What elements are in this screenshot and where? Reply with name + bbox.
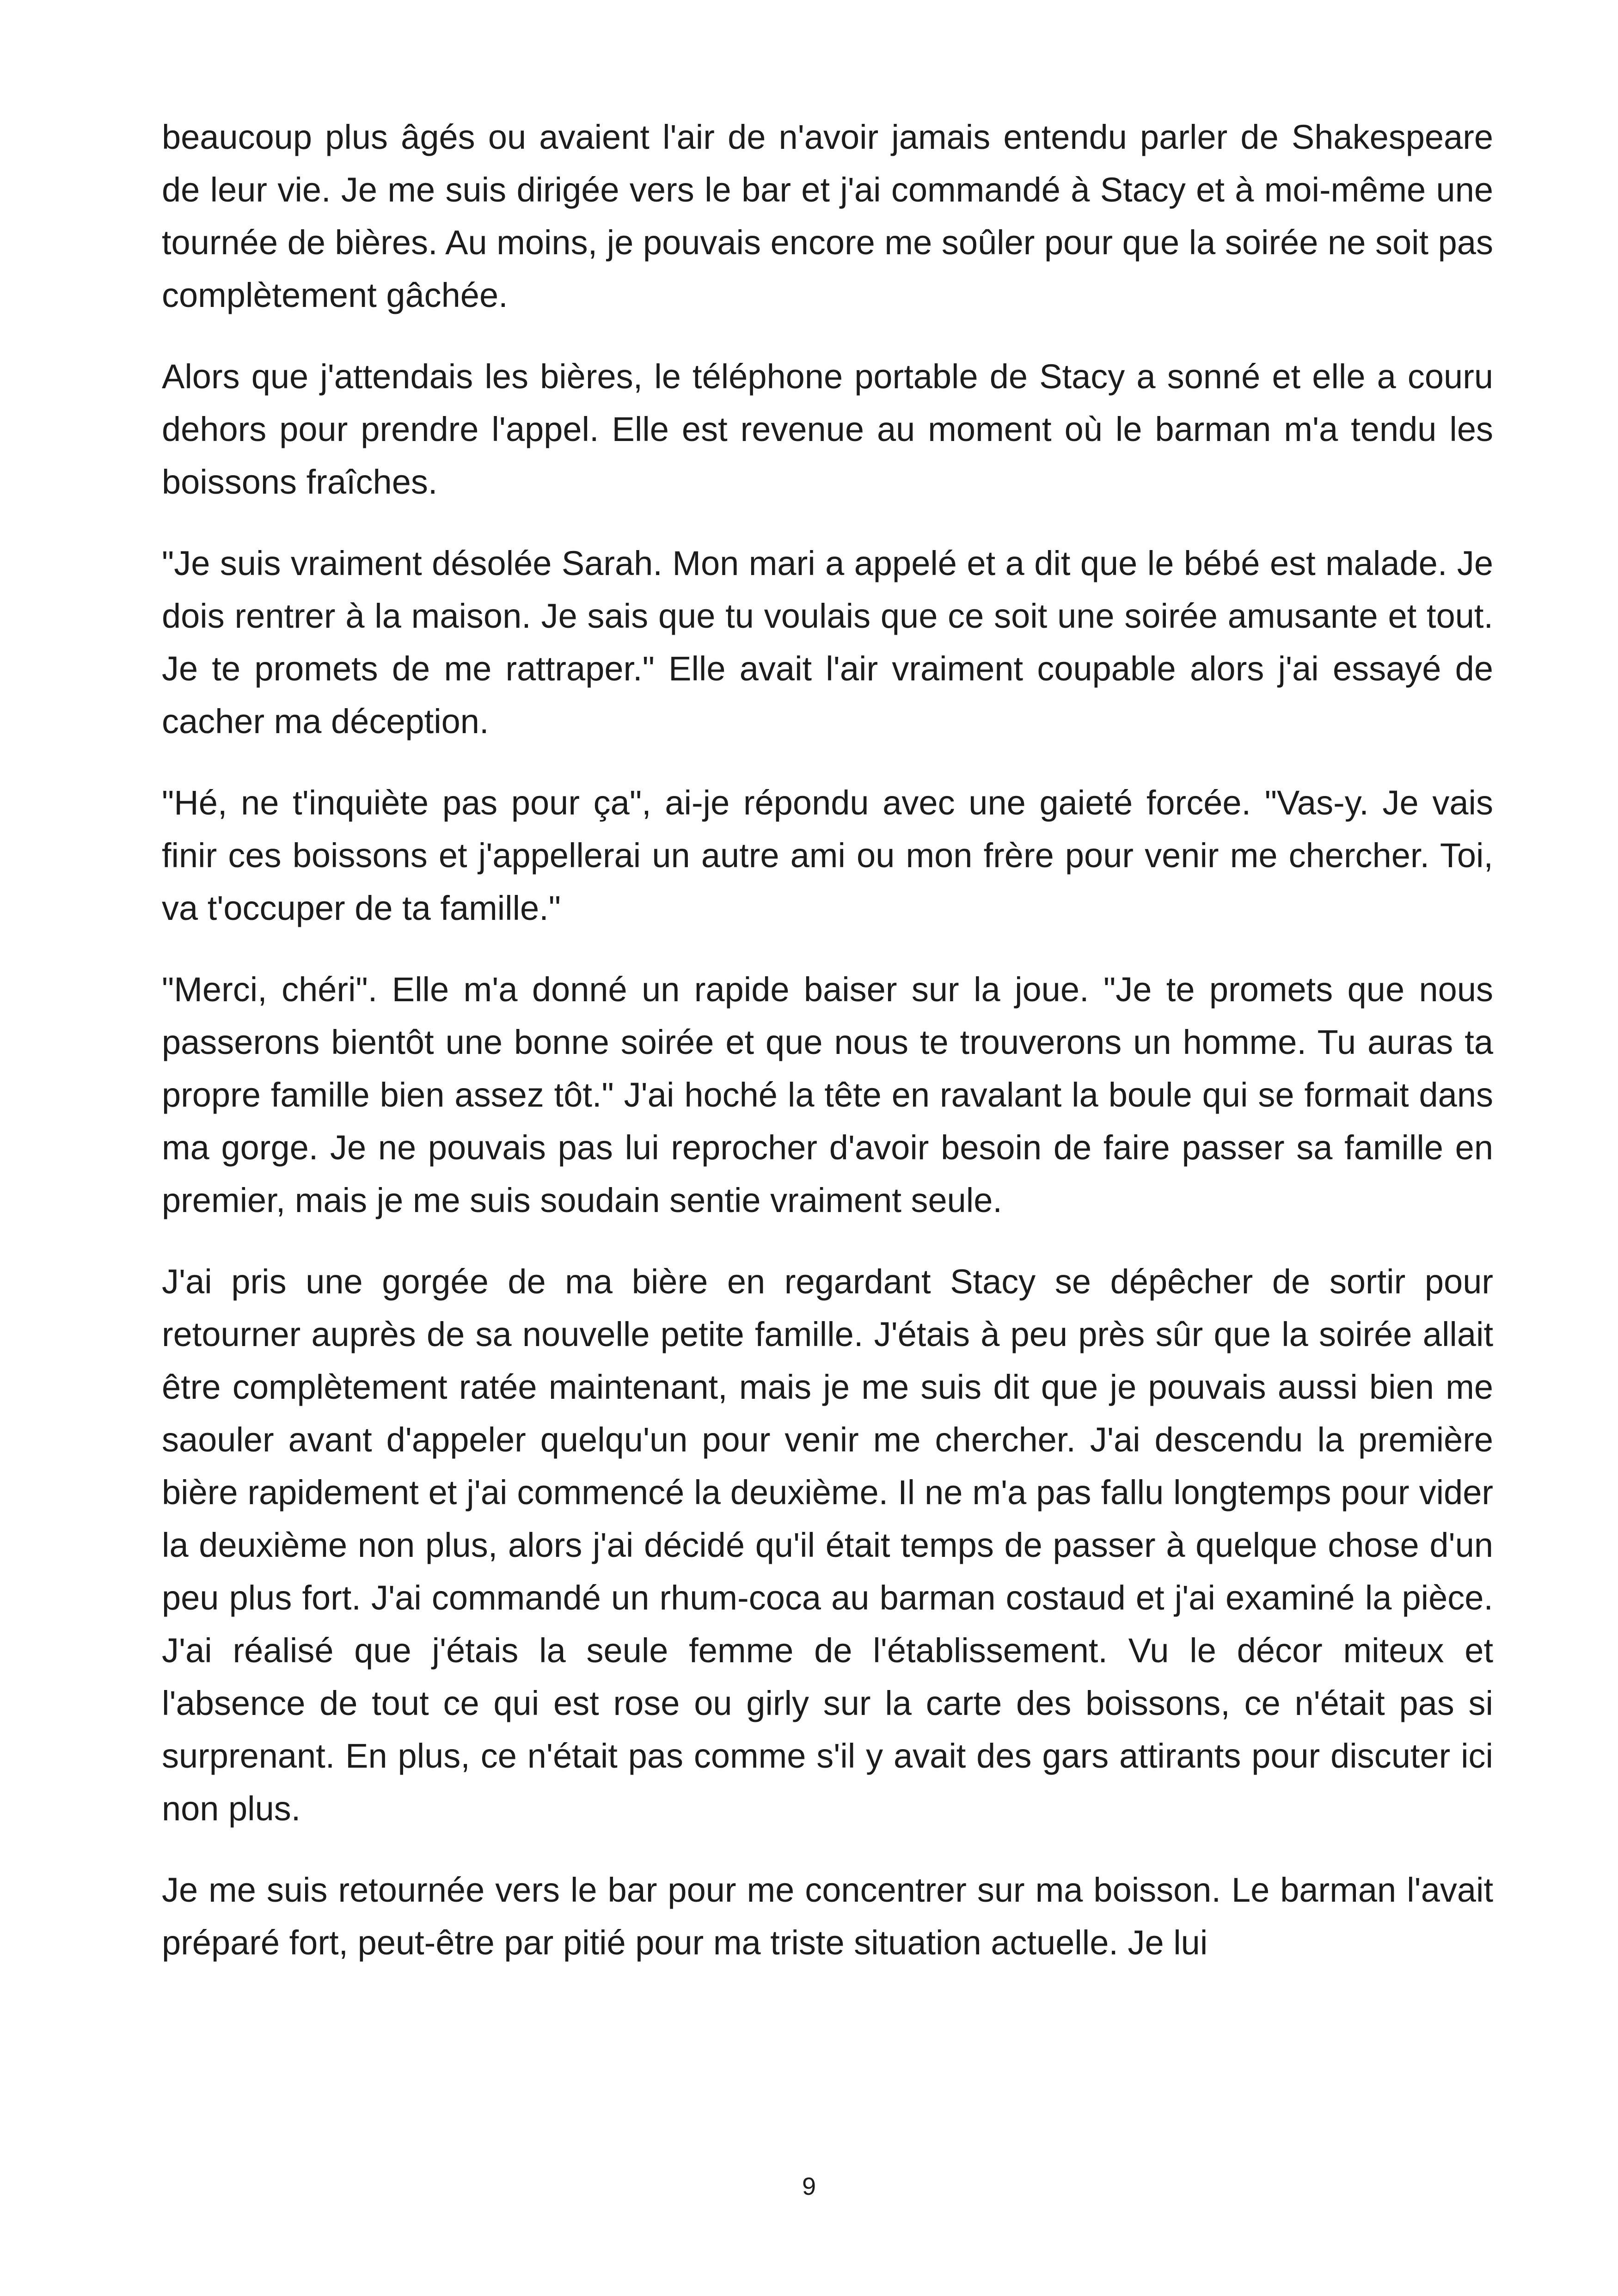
paragraph: Alors que j'attendais les bières, le téléphone portable de Stacy a sonné et elle a couru dehors pour prendre l'appel. Elle est revenue au moment où le barman m'a tendu les boissons fraîches. [162,357,1493,501]
document-body [162,111,1493,1998]
paragraph: J'ai pris une gorgée de ma bière en regardant Stacy se dépêcher de sortir pour retourner auprès de sa nouvelle petite famille. J'étais à peu près sûr que la soirée allait être complètement ratée maintenant, mais je me suis dit que je pouvais aussi bien me saouler avant d'appeler quelqu'un pour venir me chercher. J'ai descendu la première bière rapidement et j'ai commencé la deuxième. Il ne m'a pas fallu longtemps pour vider la deuxième non plus, alors j'ai décidé qu'il était temps de passer à quelque chose d'un peu plus fort. J'ai commandé un rhum-coca au barman costaud et j'ai examiné la pièce. J'ai réalisé que j'étais la seule femme de l'établissement. Vu le décor miteux et l'absence de tout ce qui est rose ou girly sur la carte des boissons, ce n'était pas si surprenant. En plus, ce n'était pas comme s'il y avait des gars attirants pour discuter ici non plus. [162,1262,1493,1828]
paragraph: Je me suis retournée vers le bar pour me concentrer sur ma boisson. Le barman l'avait préparé fort, peut-être par pitié pour ma triste situation actuelle. Je lui [162,1871,1493,1962]
paragraph: "Je suis vraiment désolée Sarah. Mon mari a appelé et a dit que le bébé est malade. Je dois rentrer à la maison. Je sais que tu voulais que ce soit une soirée amusante et tout. Je te promets de me rattraper." Elle avait l'air vraiment coupable alors j'ai essayé de cacher ma déception. [162,544,1493,741]
paragraph: "Merci, chéri". Elle m'a donné un rapide baiser sur la joue. "Je te promets que nous passerons bientôt une bonne soirée et que nous te trouverons un homme. Tu auras ta propre famille bien assez tôt." J'ai hoché la tête en ravalant la boule qui se formait dans ma gorge. Je ne pouvais pas lui reprocher d'avoir besoin de faire passer sa famille en premier, mais je me suis soudain sentie vraiment seule. [162,970,1493,1219]
paragraph: beaucoup plus âgés ou avaient l'air de n'avoir jamais entendu parler de Shakespeare de leur vie. Je me suis dirigée vers le bar et j'ai commandé à Stacy et à moi-même une tournée de bières. Au moins, je pouvais encore me soûler pour que la soirée ne soit pas complètement gâchée. [162,118,1493,314]
page-number: 9 [802,2173,816,2200]
paragraph: "Hé, ne t'inquiète pas pour ça", ai-je répondu avec une gaieté forcée. "Vas-y. Je vais finir ces boissons et j'appellerai un autre ami ou mon frère pour venir me chercher. Toi, va t'occuper de ta famille." [162,784,1493,927]
